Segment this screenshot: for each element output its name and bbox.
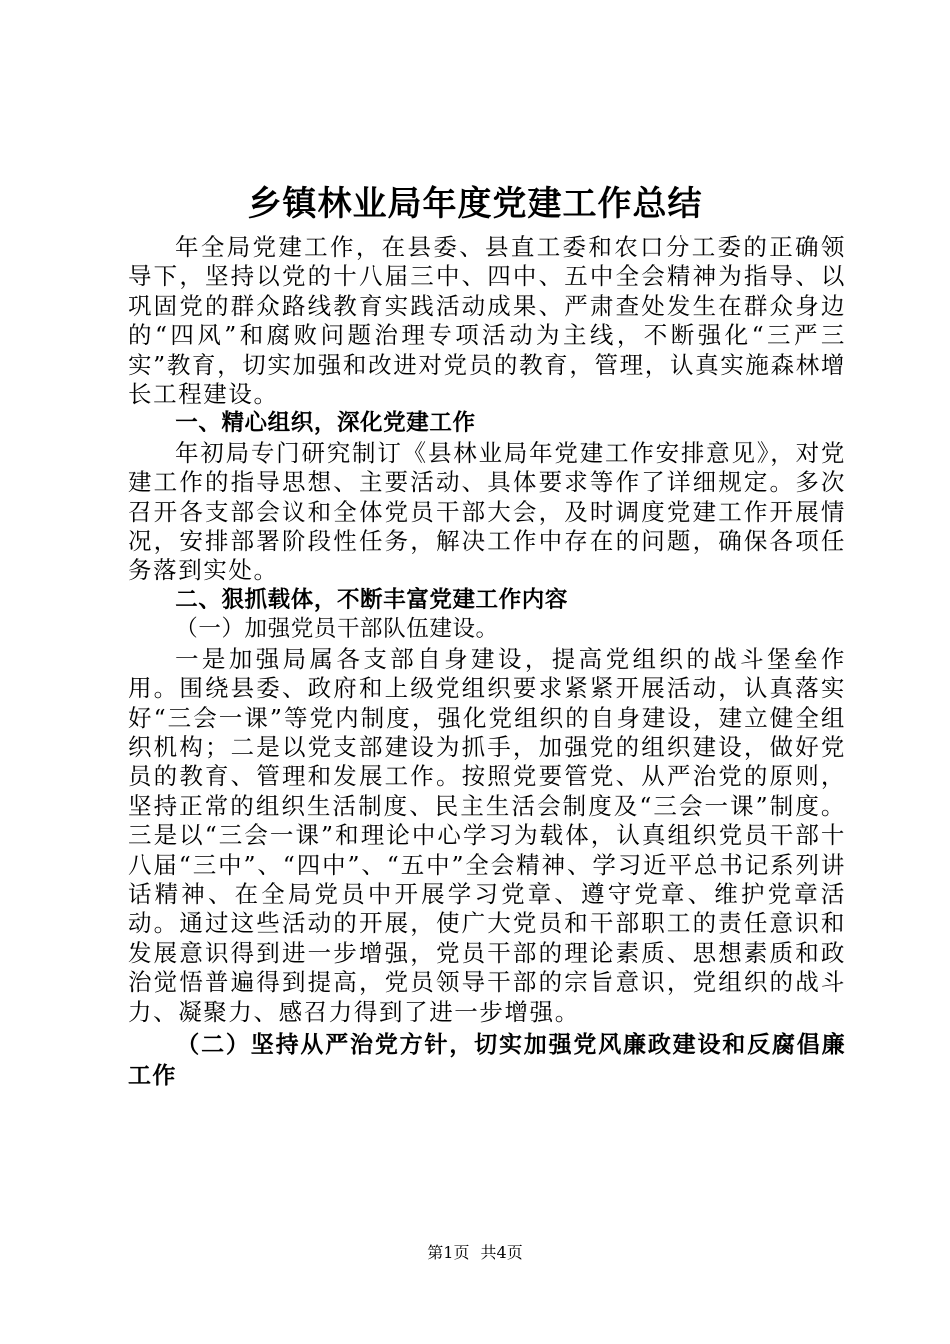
subsection-1-paragraph: 一是加强局属各支部自身建设，提高党组织的战斗堡垒作用。围绕县委、政府和上级党组织要求紧紧开展活动，认真落实好“三会一课”等党内制度，强化党组织的自身建设，建立健全组织机构；二是以党支部建设为抓手，加强党的组织建设，做好党员的教育、管理和发展工作。按照党要管党、从严治党的原则，坚持正常的组织生活制度、民主生活会制度及“三会一课”制度。三是以“三会一课”和理论中心学习为载体，认真组织党员干部十八届“三中”、“四中”、“五中”全会精神、学习近平总书记系列讲话精神、在全局党员中开展学习党章、遵守党章、维护党章活动。通过这些活动的开展，使广大党员和干部职工的责任意识和发展意识得到进一步增强，党员干部的理论素质、思想素质和政治觉悟普遍得到提高，党员领导干部的宗旨意识，党组织的战斗力、凝聚力、感召力得到了进一步增强。 xyxy=(128,644,846,1026)
page-total: 共4页 xyxy=(480,1243,523,1262)
intro-paragraph: 年全局党建工作，在县委、县直工委和农口分工委的正确领导下，坚持以党的十八届三中、四中、五中全会精神为指导、以巩固党的群众路线教育实践活动成果、严肃查处发生在群众身边的“四风”和腐败问题治理专项活动为主线，不断强化“三严三实”教育，切实加强和改进对党员的教育，管理，认真实施森林增长工程建设。 xyxy=(128,233,846,409)
section-heading-1: 一、精心组织，深化党建工作 xyxy=(175,410,476,437)
document-title: 乡镇林业局年度党建工作总结 xyxy=(247,184,703,224)
page-number: 第1页 xyxy=(427,1243,470,1262)
page-footer xyxy=(0,1242,950,1264)
subsection-heading-1: （一）加强党员干部队伍建设。 xyxy=(175,616,499,643)
section-1-paragraph: 年初局专门研究制订《县林业局年党建工作安排意见》，对党建工作的指导思想、主要活动、具体要求等作了详细规定。多次召开各支部会议和全体党员干部大会，及时调度党建工作开展情况，安排部署阶段性任务，解决工作中存在的问题，确保各项任务落到实处。 xyxy=(128,438,846,585)
document-body xyxy=(128,233,846,1092)
section-heading-2: 二、狠抓载体，不断丰富党建工作内容 xyxy=(175,586,568,613)
subsection-heading-2: （二）坚持从严治党方针，切实加强党风廉政建设和反腐倡廉工作 xyxy=(128,1031,846,1089)
